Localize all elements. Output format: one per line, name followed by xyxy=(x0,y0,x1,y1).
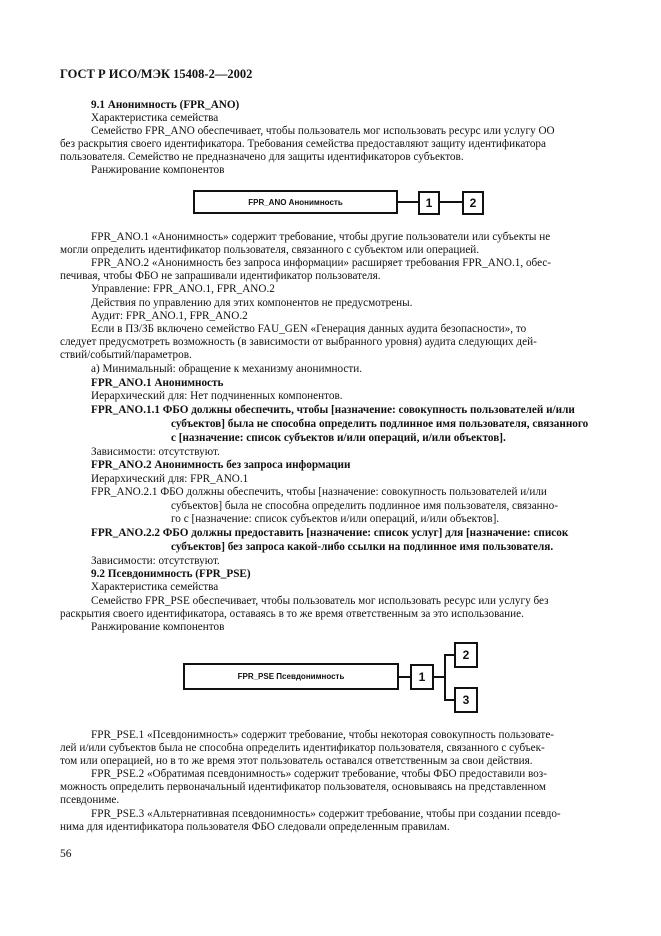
text-line: лей и/или субъектов была не способна определить идентификатор пользователя, связанного с субъек- xyxy=(60,742,545,754)
text-line: Семейство FPR_PSE обеспечивает, чтобы пользователь мог использовать ресурс или услугу без xyxy=(91,595,549,607)
text-line: Зависимости: отсутствуют. xyxy=(91,555,220,567)
component-box-2: 2 xyxy=(454,642,478,668)
connector-line xyxy=(440,201,462,203)
section-heading: 9.1 Анонимность (FPR_ANO) xyxy=(91,99,240,111)
connector-line xyxy=(444,654,446,700)
element-text: FPR_ANO.2.1 ФБО должны обеспечить, чтобы [назначение: совокупность пользователей и/или xyxy=(91,486,547,498)
component-box-2: 2 xyxy=(462,191,484,215)
element-text: FPR_ANO.1.1 ФБО должны обеспечить, чтобы [назначение: совокупность пользователей и/или xyxy=(91,404,575,416)
text-line: том или операцией, но в то же время этот пользователь оставался ответственным за свои действия. xyxy=(60,755,533,767)
text-line: пользователя. Семейство не предназначено для защиты идентификаторов субъектов. xyxy=(60,151,464,163)
text-line: псевдониме. xyxy=(60,794,120,806)
text-line: Если в ПЗ/ЗБ включено семейство FAU_GEN «Генерация данных аудита безопасности», то xyxy=(91,323,527,335)
component-heading: FPR_ANO.2 Анонимность без запроса информации xyxy=(91,459,351,471)
connector-line xyxy=(434,676,444,678)
text-line: ствий/событий/параметров. xyxy=(60,349,192,361)
text-line: Зависимости: отсутствуют. xyxy=(91,446,220,458)
connector-line xyxy=(398,201,418,203)
text-line: раскрытия своего идентификатора, оставаясь в то же время ответственным за это использование. xyxy=(60,608,524,620)
connector-line xyxy=(444,699,454,701)
connector-line xyxy=(399,676,410,678)
element-text: го с [назначение: список субъектов и/или операций, и/или объектов]. xyxy=(171,513,500,525)
element-text: FPR_ANO.2.2 ФБО должны предоставить [назначение: список услуг] для [назначение: список xyxy=(91,527,569,539)
text-line: Управление: FPR_ANO.1, FPR_ANO.2 xyxy=(91,283,275,295)
connector-line xyxy=(444,654,454,656)
text-line: нима для идентификатора пользователя ФБО следовали определенным правилам. xyxy=(60,821,450,833)
text-line: Ранжирование компонентов xyxy=(91,621,225,633)
text-line: а) Минимальный: обращение к механизму анонимности. xyxy=(91,363,363,375)
component-box-3: 3 xyxy=(454,687,478,713)
text-line: FPR_PSE.2 «Обратимая псевдонимность» содержит требование, чтобы ФБО предоставили воз- xyxy=(91,768,547,780)
text-line: печивая, чтобы ФБО не запрашивали идентификатор пользователя. xyxy=(60,270,381,282)
text-line: FPR_PSE.1 «Псевдонимность» содержит требование, чтобы некоторая совокупность пользовате- xyxy=(91,729,555,741)
text-line: FPR_PSE.3 «Альтернативная псевдонимность» содержит требование, чтобы при создании псевдо- xyxy=(91,808,561,820)
text-line: Иерархический для: FPR_ANO.1 xyxy=(91,473,249,485)
text-line: Ранжирование компонентов xyxy=(91,164,225,176)
text-line: FPR_ANO.1 «Анонимность» содержит требование, чтобы другие пользователи или субъекты не xyxy=(91,231,551,243)
text-line: можность определить первоначальный идентификатор пользователя, основываясь на представленном xyxy=(60,781,546,793)
text-line: могли определить идентификатор пользователя, связанного с субъектом или операцией. xyxy=(60,244,480,256)
text-line: Характеристика семейства xyxy=(91,112,219,124)
page-number: 56 xyxy=(60,848,72,860)
text-line: Аудит: FPR_ANO.1, FPR_ANO.2 xyxy=(91,310,248,322)
text-line: Действия по управлению для этих компонентов не предусмотрены. xyxy=(91,297,413,309)
family-box: FPR_PSE Псевдонимность xyxy=(183,663,399,690)
section-heading: 9.2 Псевдонимность (FPR_PSE) xyxy=(91,568,251,580)
text-line: Характеристика семейства xyxy=(91,581,219,593)
document-header: ГОСТ Р ИСО/МЭК 15408-2—2002 xyxy=(60,67,253,81)
text-line: Иерархический для: Нет подчиненных компонентов. xyxy=(91,390,343,402)
family-box: FPR_ANO Анонимность xyxy=(193,190,398,214)
element-text: с [назначение: список субъектов и/или операций, и/или объектов]. xyxy=(171,432,506,444)
component-heading: FPR_ANO.1 Анонимность xyxy=(91,377,224,389)
text-line: без раскрытия своего идентификатора. Требования семейства предоставляют защиту идентификатора xyxy=(60,138,546,150)
element-text: субъектов] была не способна определить подлинное имя пользователя, связанно- xyxy=(171,500,558,512)
component-box-1: 1 xyxy=(418,191,440,215)
text-line: Семейство FPR_ANO обеспечивает, чтобы пользователь мог использовать ресурс или услугу ОО xyxy=(91,125,555,137)
element-text: субъектов] была не способна определить подлинное имя пользователя, связанного xyxy=(171,418,589,430)
element-text: субъектов] без запроса какой-либо ссылки на подлинное имя пользователя. xyxy=(171,541,554,553)
component-box-1: 1 xyxy=(410,664,434,690)
text-line: FPR_ANO.2 «Анонимность без запроса информации» расширяет требования FPR_ANO.1, обес- xyxy=(91,257,552,269)
text-line: следует предусмотреть возможность (в зависимости от выбранного уровня) аудита следующих дей- xyxy=(60,336,537,348)
